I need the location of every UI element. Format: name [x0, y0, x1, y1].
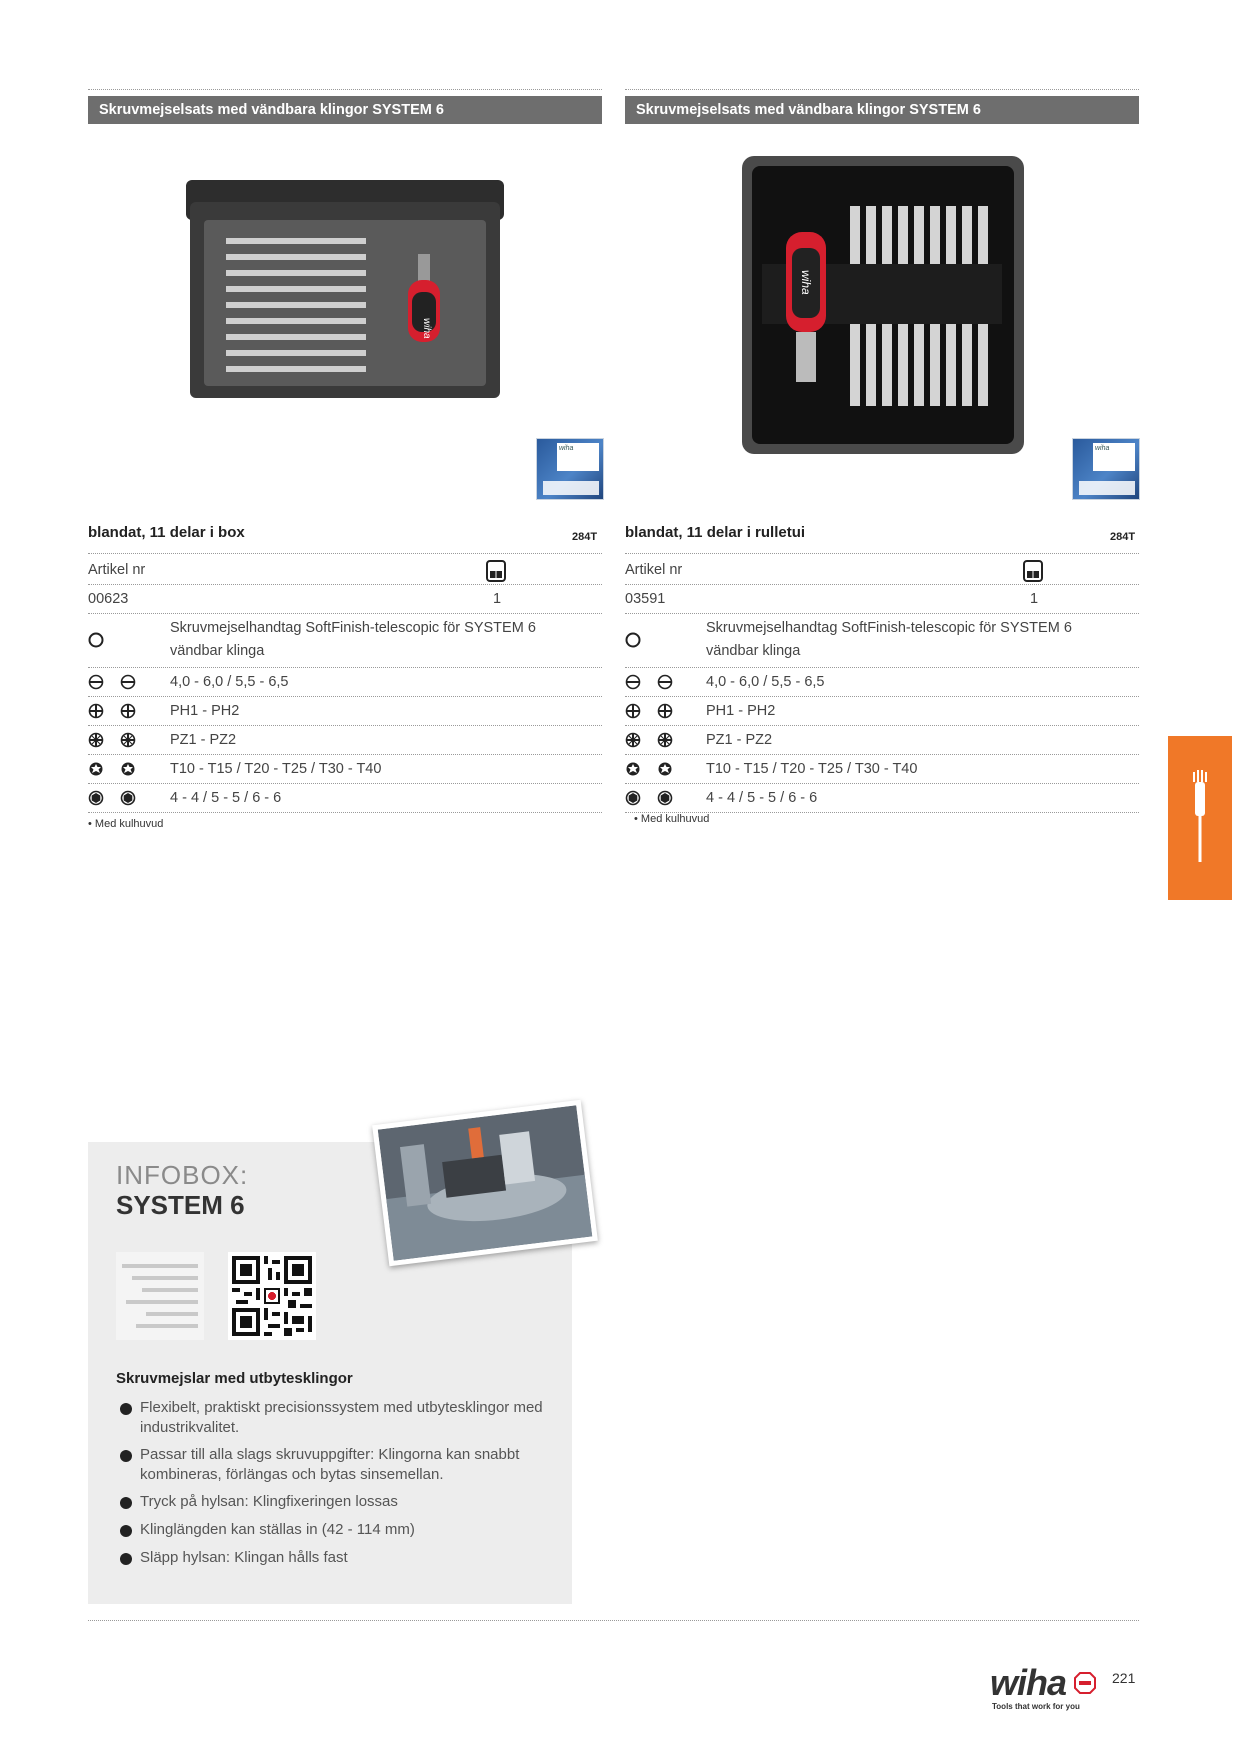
divider: [625, 553, 1139, 554]
divider: [88, 584, 602, 585]
product-code: 284T: [1110, 531, 1136, 543]
infobox-bullet: Passar till alla slags skruvuppgifter: Klingorna kan snabbt kombineras, förlängas och bytas sinsemellan.: [140, 1446, 520, 1483]
torx-icon: [120, 761, 136, 777]
divider: [88, 696, 602, 697]
product-header: Skruvmejselsats med vändbara klingor SYSTEM 6: [625, 96, 1139, 124]
divider: [88, 1620, 1139, 1621]
certified-badge: wiha: [536, 438, 604, 500]
spec-text: PH1 - PH2: [706, 703, 776, 719]
category-tab[interactable]: [1168, 736, 1232, 900]
infobox-bullet: Flexibelt, praktiskt precisionssystem med utbytesklingor med industrikvalitet.: [140, 1399, 543, 1436]
pozidriv-icon: [625, 732, 641, 748]
divider: [88, 89, 602, 90]
divider: [625, 667, 1139, 668]
bullet-icon: [120, 1450, 132, 1462]
pozidriv-icon: [88, 732, 104, 748]
bullet-icon: [120, 1525, 132, 1537]
product-code: 284T: [572, 531, 598, 543]
infobox-label: INFOBOX:: [116, 1160, 249, 1190]
article-label: Artikel nr: [88, 562, 146, 578]
divider: [625, 613, 1139, 614]
brand-logo: [990, 1662, 1100, 1712]
qr-code[interactable]: [228, 1252, 316, 1340]
spec-text: 4,0 - 6,0 / 5,5 - 6,5: [706, 674, 825, 690]
phillips-icon: [625, 703, 641, 719]
spec-text: 4,0 - 6,0 / 5,5 - 6,5: [170, 674, 289, 690]
divider: [625, 783, 1139, 784]
slotted-icon: [657, 674, 673, 690]
torx-icon: [88, 761, 104, 777]
round-icon: [625, 632, 641, 648]
infobox-subtitle: Skruvmejslar med utbytesklingor: [116, 1370, 353, 1387]
infobox-title: SYSTEM 6: [116, 1190, 245, 1220]
infobox-bullet: Klinglängden kan ställas in (42 - 114 mm): [140, 1521, 415, 1538]
spec-text: T10 - T15 / T20 - T25 / T30 - T40: [706, 761, 918, 777]
brand-tagline: Tools that work for you: [992, 1702, 1080, 1711]
divider: [88, 812, 602, 813]
footnote: • Med kulhuvud: [634, 813, 710, 825]
hex-icon: [88, 790, 104, 806]
svg-text:wiha: wiha: [799, 270, 813, 295]
pozidriv-icon: [657, 732, 673, 748]
quantity: 1: [493, 591, 502, 607]
page-number: 221: [1112, 1670, 1136, 1686]
infobox-bullet: Släpp hylsan: Klingan hålls fast: [140, 1549, 348, 1566]
divider: [88, 754, 602, 755]
divider: [625, 89, 1139, 90]
torx-icon: [657, 761, 673, 777]
article-number: 03591: [625, 591, 666, 607]
spec-text: 4 - 4 / 5 - 5 / 6 - 6: [170, 790, 282, 806]
hex-icon: [657, 790, 673, 806]
divider: [88, 667, 602, 668]
divider: [625, 696, 1139, 697]
footnote: • Med kulhuvud: [88, 818, 164, 830]
bullet-icon: [120, 1497, 132, 1509]
divider: [88, 553, 602, 554]
phillips-icon: [88, 703, 104, 719]
bullet-icon: [120, 1553, 132, 1565]
phillips-icon: [120, 703, 136, 719]
slotted-icon: [88, 674, 104, 690]
divider: [625, 584, 1139, 585]
spec-text: Skruvmejselhandtag SoftFinish-telescopic för SYSTEM 6 vändbar klinga: [706, 620, 1072, 659]
certified-badge: wiha: [1072, 438, 1140, 500]
slotted-icon: [120, 674, 136, 690]
product-image-roll: [738, 152, 1028, 458]
round-icon: [88, 632, 104, 648]
article-label: Artikel nr: [625, 562, 683, 578]
divider: [88, 613, 602, 614]
divider: [625, 725, 1139, 726]
article-number: 00623: [88, 591, 129, 607]
spec-text: PZ1 - PZ2: [170, 732, 237, 748]
hex-icon: [625, 790, 641, 806]
factory-photo: [372, 1100, 598, 1267]
spec-text: PZ1 - PZ2: [706, 732, 773, 748]
spec-text: PH1 - PH2: [170, 703, 240, 719]
divider: [625, 754, 1139, 755]
hex-icon: [120, 790, 136, 806]
package-icon: [486, 560, 506, 582]
phillips-icon: [657, 703, 673, 719]
blades-image: [116, 1252, 204, 1340]
product-image-box: [180, 172, 510, 408]
brand-name: wiha: [990, 1662, 1067, 1703]
spec-text: 4 - 4 / 5 - 5 / 6 - 6: [706, 790, 818, 806]
spec-text: T10 - T15 / T20 - T25 / T30 - T40: [170, 761, 382, 777]
svg-text:wiha: wiha: [421, 318, 432, 339]
product-title: blandat, 11 delar i box: [88, 524, 245, 541]
quantity: 1: [1030, 591, 1039, 607]
bullet-icon: [120, 1403, 132, 1415]
product-title: blandat, 11 delar i rulletui: [625, 524, 806, 541]
divider: [88, 725, 602, 726]
screwdriver-icon: [1168, 736, 1232, 900]
infobox-bullet: Tryck på hylsan: Klingfixeringen lossas: [140, 1493, 398, 1510]
divider: [88, 783, 602, 784]
brand-mark-icon: [1074, 1672, 1096, 1694]
torx-icon: [625, 761, 641, 777]
slotted-icon: [625, 674, 641, 690]
pozidriv-icon: [120, 732, 136, 748]
product-header: Skruvmejselsats med vändbara klingor SYSTEM 6: [88, 96, 602, 124]
package-icon: [1023, 560, 1043, 582]
spec-text: Skruvmejselhandtag SoftFinish-telescopic för SYSTEM 6 vändbar klinga: [170, 620, 536, 659]
